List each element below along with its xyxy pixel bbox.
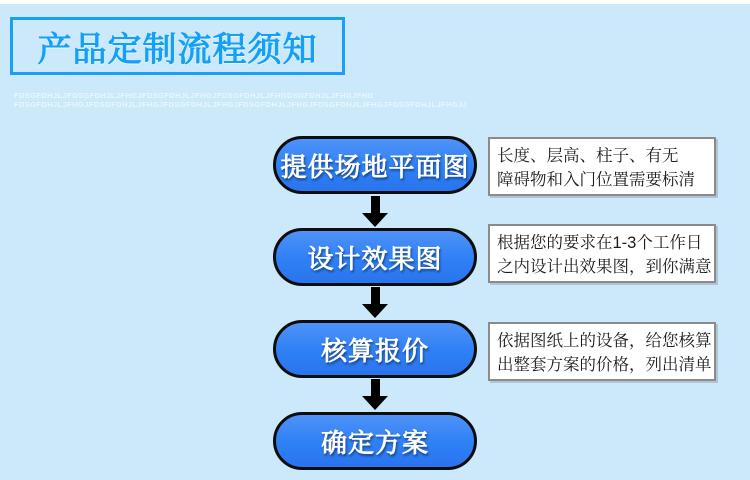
note-line-1: 长度、层高、柱子、有无 [497,147,679,165]
flow-step-label: 核算报价 [320,335,429,366]
arrow-down-icon [360,379,390,410]
watermark-line-1: FDSGFDHJLJFDSGFDHJLJFHGJFDSGFDHJLJFHGJFDSGFDHJLJFHGDSGFDHJLJFHGJFHG [14,91,374,100]
arrow-stem [371,196,380,213]
watermark-text [14,91,468,109]
flow-step-quote-calculation [273,320,477,378]
flow-step-label: 提供场地平面图 [280,151,470,182]
step-note-design [488,224,716,283]
note-line-1: 依据图纸上的设备，给您核算 [497,332,712,350]
step-note-quote [488,322,716,381]
page-title-text: 产品定制流程须知 [37,30,318,69]
step-note-floor-plan [488,137,716,196]
flow-step-confirm-plan [273,412,477,470]
watermark-line-2: FDSGFDHJLJFHGJFDSGFDHJLJFHGJFDSGFDHJLJFHGJFDSGFDHJLJFHGJFDSGFDHJLJFHGJFDSGFDHJLJFHGJJ [14,99,468,109]
flow-step-provide-floor-plan [273,136,477,194]
arrow-head [362,213,388,227]
arrow-head [362,304,388,318]
note-line-1: 根据您的要求在1-3个工作日 [497,234,703,252]
flow-step-label: 确定方案 [320,427,429,458]
arrow-stem [371,379,380,396]
flow-step-design-rendering [273,228,477,286]
arrow-head [362,396,388,410]
note-line-2: 障碍物和入门位置需要标清 [497,171,695,189]
note-line-2: 之内设计出效果图，到你满意 [497,258,712,276]
arrow-down-icon [360,196,390,227]
top-divider [0,0,750,4]
page-title [10,17,345,75]
arrow-down-icon [360,287,390,318]
note-line-2: 出整套方案的价格，列出清单 [497,356,712,374]
flow-step-label: 设计效果图 [307,243,443,274]
arrow-stem [371,287,380,304]
